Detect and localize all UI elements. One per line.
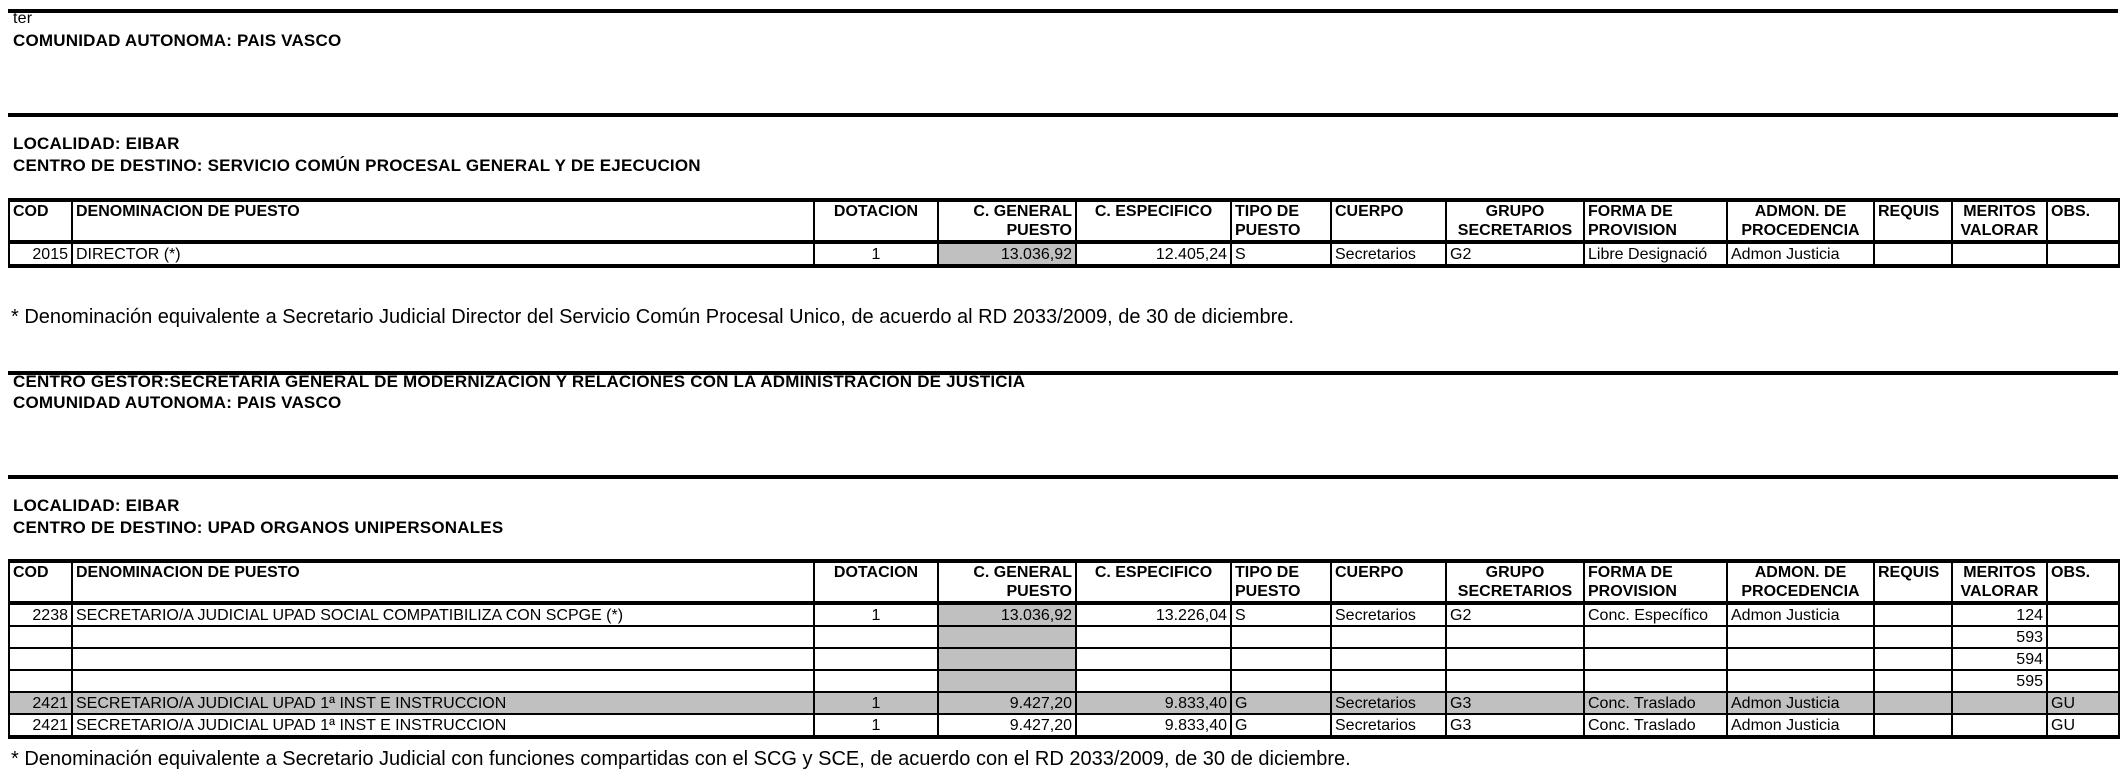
- cell-cod: [9, 648, 72, 670]
- cell-obs: GU: [2047, 714, 2119, 737]
- header-tipo-line1: TIPO DE: [1235, 564, 1300, 581]
- cell-tipo: S: [1231, 242, 1331, 266]
- table-row: [9, 603, 2119, 626]
- cell-requis: [1874, 692, 1952, 714]
- cell-meritos: 124: [1952, 603, 2047, 626]
- header-obs: OBS.: [2047, 200, 2119, 242]
- header-forma-line1: FORMA DE: [1588, 564, 1673, 581]
- section1-rule: [8, 113, 2118, 117]
- header-cgeneral-line1: C. GENERAL: [973, 564, 1072, 581]
- header-cespecifico: C. ESPECIFICO: [1076, 200, 1231, 242]
- section2-centro-gestor: CENTRO GESTOR:SECRETARIA GENERAL DE MODERNIZACION Y RELACIONES CON LA ADMINISTRACION DE JUSTICIA: [13, 372, 1026, 391]
- cell-cespecifico: 9.833,40: [1076, 692, 1231, 714]
- cell-meritos: 594: [1952, 648, 2047, 670]
- header-dotacion: DOTACION: [814, 200, 938, 242]
- cell-dotacion: 1: [814, 603, 938, 626]
- cell-meritos: [1952, 692, 2047, 714]
- cell-admon: Admon Justicia: [1727, 603, 1874, 626]
- section2-localidad: LOCALIDAD: EIBAR: [13, 496, 180, 515]
- cell-admon: Admon Justicia: [1727, 242, 1874, 266]
- header-grupo-line2: SECRETARIOS: [1457, 222, 1573, 239]
- header-meritos-line2: VALORAR: [1960, 583, 2039, 600]
- cell-dotacion: 1: [814, 714, 938, 737]
- cell-grupo: [1446, 670, 1584, 692]
- section1-comunidad: COMUNIDAD AUTONOMA: PAIS VASCO: [13, 31, 342, 50]
- cell-tipo: [1231, 626, 1331, 648]
- cell-cgeneral: [938, 626, 1076, 648]
- header-tipo-line2: PUESTO: [1235, 222, 1301, 239]
- section2-note: * Denominación equivalente a Secretario Judicial con funciones compartidas con el SCG y SCE, de acuerdo con el RD 2033/2009, de 30 de diciembre.: [11, 748, 1351, 770]
- cell-dotacion: [814, 648, 938, 670]
- header-grupo: [1446, 200, 1584, 242]
- cell-grupo: G2: [1446, 603, 1584, 626]
- table-row: [9, 670, 2119, 692]
- header-admon: [1727, 200, 1874, 242]
- cell-denominacion: SECRETARIO/A JUDICIAL UPAD 1ª INST E INSTRUCCION: [72, 714, 814, 737]
- cell-cuerpo: [1331, 648, 1446, 670]
- header-admon-line1: ADMON. DE: [1754, 564, 1847, 581]
- cell-obs: [2047, 626, 2119, 648]
- table1-header-row: [9, 200, 2119, 242]
- header-admon: [1727, 561, 1874, 603]
- cell-admon: Admon Justicia: [1727, 714, 1874, 737]
- cell-tipo: G: [1231, 692, 1331, 714]
- cell-grupo: [1446, 648, 1584, 670]
- section2-rule: [8, 475, 2118, 479]
- cell-dotacion: 1: [814, 692, 938, 714]
- cell-cuerpo: [1331, 670, 1446, 692]
- cell-obs: [2047, 670, 2119, 692]
- cell-requis: [1874, 670, 1952, 692]
- cell-denominacion: SECRETARIO/A JUDICIAL UPAD 1ª INST E INSTRUCCION: [72, 692, 814, 714]
- cell-cgeneral: 9.427,20: [938, 692, 1076, 714]
- cell-requis: [1874, 626, 1952, 648]
- cell-grupo: G3: [1446, 692, 1584, 714]
- cell-cuerpo: Secretarios: [1331, 692, 1446, 714]
- table2-header-row: [9, 561, 2119, 603]
- header-tipo-line2: PUESTO: [1235, 583, 1301, 600]
- cell-cod: 2238: [9, 603, 72, 626]
- header-admon-line2: PROCEDENCIA: [1741, 222, 1860, 239]
- cell-requis: [1874, 648, 1952, 670]
- header-requis: REQUIS: [1874, 561, 1952, 603]
- cell-requis: [1874, 603, 1952, 626]
- header-meritos-line1: MERITOS: [1963, 203, 2036, 220]
- cell-tipo: [1231, 648, 1331, 670]
- header-denominacion: DENOMINACION DE PUESTO: [72, 200, 814, 242]
- header-cgeneral-line1: C. GENERAL: [973, 203, 1072, 220]
- header-admon-line1: ADMON. DE: [1754, 203, 1847, 220]
- cell-grupo: G2: [1446, 242, 1584, 266]
- cell-cgeneral: [938, 670, 1076, 692]
- cell-admon: [1727, 670, 1874, 692]
- cell-obs: GU: [2047, 692, 2119, 714]
- cell-denominacion: [72, 648, 814, 670]
- header-grupo-line1: GRUPO: [1485, 564, 1545, 581]
- cell-cespecifico: 9.833,40: [1076, 714, 1231, 737]
- header-cgeneral-line2: PUESTO: [1006, 583, 1072, 600]
- cell-forma: [1584, 648, 1727, 670]
- cell-cespecifico: 12.405,24: [1076, 242, 1231, 266]
- table1: [8, 198, 2120, 268]
- cell-cod: [9, 670, 72, 692]
- table-row: [9, 648, 2119, 670]
- cell-meritos: [1952, 714, 2047, 737]
- cell-forma: [1584, 670, 1727, 692]
- cell-obs: [2047, 603, 2119, 626]
- cell-tipo: [1231, 670, 1331, 692]
- cell-cgeneral: [938, 648, 1076, 670]
- header-cod: COD: [9, 200, 72, 242]
- header-tipo: [1231, 200, 1331, 242]
- cell-forma: Conc. Traslado: [1584, 692, 1727, 714]
- table-row: [9, 626, 2119, 648]
- header-tipo: [1231, 561, 1331, 603]
- header-admon-line2: PROCEDENCIA: [1741, 583, 1860, 600]
- cell-cod: 2015: [9, 242, 72, 266]
- header-tipo-line1: TIPO DE: [1235, 203, 1300, 220]
- cell-cespecifico: [1076, 626, 1231, 648]
- cell-cuerpo: [1331, 626, 1446, 648]
- header-meritos: [1952, 561, 2047, 603]
- cell-obs: [2047, 242, 2119, 266]
- section1-centro-destino: CENTRO DE DESTINO: SERVICIO COMÚN PROCESAL GENERAL Y DE EJECUCION: [13, 156, 701, 175]
- cell-admon: [1727, 648, 1874, 670]
- table-row: [9, 714, 2119, 737]
- cell-forma: Conc. Específico: [1584, 603, 1727, 626]
- header-denominacion: DENOMINACION DE PUESTO: [72, 561, 814, 603]
- cell-dotacion: [814, 670, 938, 692]
- header-meritos-line1: MERITOS: [1963, 564, 2036, 581]
- cell-denominacion: [72, 626, 814, 648]
- top-fragment-text: ter: [13, 10, 33, 27]
- cell-cuerpo: Secretarios: [1331, 714, 1446, 737]
- header-meritos-line2: VALORAR: [1960, 222, 2039, 239]
- table-row: [9, 692, 2119, 714]
- cell-denominacion: DIRECTOR (*): [72, 242, 814, 266]
- cell-tipo: S: [1231, 603, 1331, 626]
- cell-grupo: G3: [1446, 714, 1584, 737]
- cell-cespecifico: [1076, 670, 1231, 692]
- cell-cuerpo: Secretarios: [1331, 603, 1446, 626]
- header-cgeneral-line2: PUESTO: [1006, 222, 1072, 239]
- cell-obs: [2047, 648, 2119, 670]
- cell-cgeneral: 13.036,92: [938, 603, 1076, 626]
- header-requis: REQUIS: [1874, 200, 1952, 242]
- cell-meritos: 595: [1952, 670, 2047, 692]
- section1-localidad: LOCALIDAD: EIBAR: [13, 134, 180, 153]
- cell-forma: Conc. Traslado: [1584, 714, 1727, 737]
- cell-denominacion: SECRETARIO/A JUDICIAL UPAD SOCIAL COMPATIBILIZA CON SCPGE (*): [72, 603, 814, 626]
- section1-note: * Denominación equivalente a Secretario Judicial Director del Servicio Común Procesal Unico, de acuerdo al RD 2033/2009, de 30 de diciembre.: [11, 306, 1294, 328]
- header-dotacion: DOTACION: [814, 561, 938, 603]
- cell-tipo: G: [1231, 714, 1331, 737]
- cell-cuerpo: Secretarios: [1331, 242, 1446, 266]
- table2: [8, 559, 2120, 739]
- cell-meritos: [1952, 242, 2047, 266]
- cell-meritos: 593: [1952, 626, 2047, 648]
- header-cod: COD: [9, 561, 72, 603]
- cell-admon: [1727, 626, 1874, 648]
- cell-forma: Libre Designació: [1584, 242, 1727, 266]
- cell-grupo: [1446, 626, 1584, 648]
- header-forma-line2: PROVISION: [1588, 222, 1677, 239]
- cell-cod: 2421: [9, 714, 72, 737]
- header-cuerpo: CUERPO: [1331, 200, 1446, 242]
- header-grupo-line2: SECRETARIOS: [1457, 583, 1573, 600]
- cell-cespecifico: 13.226,04: [1076, 603, 1231, 626]
- cell-cgeneral: 9.427,20: [938, 714, 1076, 737]
- header-cespecifico: C. ESPECIFICO: [1076, 561, 1231, 603]
- cell-admon: Admon Justicia: [1727, 692, 1874, 714]
- cell-forma: [1584, 626, 1727, 648]
- cell-dotacion: 1: [814, 242, 938, 266]
- cell-requis: [1874, 714, 1952, 737]
- header-forma: [1584, 561, 1727, 603]
- header-forma-line2: PROVISION: [1588, 583, 1677, 600]
- cell-cod: 2421: [9, 692, 72, 714]
- header-cgeneral: [938, 561, 1076, 603]
- cell-cod: [9, 626, 72, 648]
- cell-cespecifico: [1076, 648, 1231, 670]
- header-meritos: [1952, 200, 2047, 242]
- header-forma-line1: FORMA DE: [1588, 203, 1673, 220]
- cell-requis: [1874, 242, 1952, 266]
- cell-cgeneral: 13.036,92: [938, 242, 1076, 266]
- header-grupo: [1446, 561, 1584, 603]
- header-cgeneral: [938, 200, 1076, 242]
- header-obs: OBS.: [2047, 561, 2119, 603]
- header-forma: [1584, 200, 1727, 242]
- header-grupo-line1: GRUPO: [1485, 203, 1545, 220]
- section2-centro-destino: CENTRO DE DESTINO: UPAD ORGANOS UNIPERSONALES: [13, 518, 504, 537]
- top-rule: [8, 9, 2118, 13]
- table-row: [9, 242, 2119, 266]
- section2-comunidad: COMUNIDAD AUTONOMA: PAIS VASCO: [13, 393, 342, 412]
- cell-dotacion: [814, 626, 938, 648]
- cell-denominacion: [72, 670, 814, 692]
- header-cuerpo: CUERPO: [1331, 561, 1446, 603]
